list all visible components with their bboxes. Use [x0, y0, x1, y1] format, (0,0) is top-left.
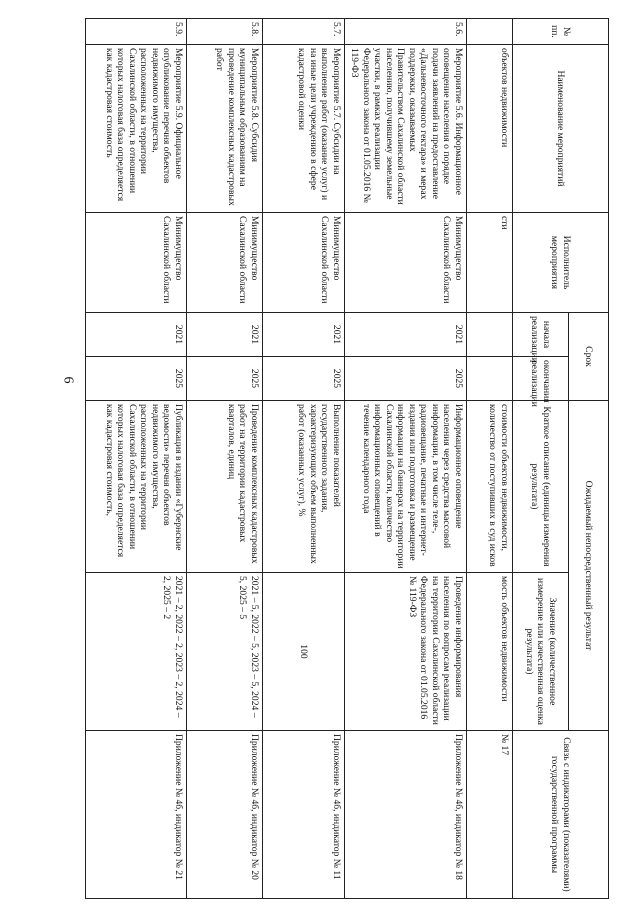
table-row — [187, 19, 263, 899]
row-end: 2025 — [86, 357, 187, 401]
header-end: окончания реализации — [513, 357, 569, 401]
row-name: объектов недвижимости — [467, 45, 513, 213]
row-link: Приложение № 4б, индикатор № 11 — [263, 731, 345, 899]
row-num: 5.6. — [345, 19, 467, 45]
row-link: Приложение № 4б, индикатор № 20 — [187, 731, 263, 899]
row-num — [467, 19, 513, 45]
table-row — [263, 19, 345, 899]
row-name: Мероприятие 5.7. Субсидии на выполнение работ (оказание услуг) и на иные цели учреждению в сфере кадастровой оценки — [263, 45, 345, 213]
program-table — [85, 18, 609, 899]
row-executor: Минимущество Сахалинской области — [187, 213, 263, 313]
row-start: 2021 — [345, 313, 467, 357]
row-end — [467, 357, 513, 401]
row-end: 2025 — [345, 357, 467, 401]
page-number: 6 — [60, 376, 76, 384]
header-short-desc: Краткое описание (единицы измерения результата) — [513, 401, 569, 573]
row-link: Приложение № 4б, индикатор № 18 — [345, 731, 467, 899]
row-name: Мероприятие 5.9. Официальное опубликование перечня объектов недвижимого имущества, расположенных на территории Сахалинской области, в отношении которых налоговая база определяется как кадастровая стоимость — [86, 45, 187, 213]
row-executor: Минимущество Сахалинской области — [86, 213, 187, 313]
header-term: Срок — [569, 313, 609, 401]
header-expected: Ожидаемый непосредственный результат — [569, 401, 609, 731]
row-start — [467, 313, 513, 357]
table-row — [345, 19, 467, 899]
row-executor: Минимущество Сахалинской области — [263, 213, 345, 313]
table-row — [86, 19, 187, 899]
row-start: 2021 — [263, 313, 345, 357]
row-desc: стоимости объектов недвижимости, количество от поступивших в суд исков — [467, 401, 513, 573]
row-start: 2021 — [86, 313, 187, 357]
row-num: 5.8. — [187, 19, 263, 45]
header-link: Связь с индикаторами (показателями) государственной программы — [513, 731, 609, 899]
row-value: 2021 – 5, 2022 – 5, 2023 – 5, 2024 – 5, 2025 – 5 — [187, 573, 263, 731]
header-executor: Исполнитель мероприятия — [513, 213, 609, 313]
row-num: 5.9. — [86, 19, 187, 45]
row-link: Приложение № 4б, индикатор № 21 — [86, 731, 187, 899]
row-num: 5.7. — [263, 19, 345, 45]
header-name: Наименование мероприятий — [513, 45, 609, 213]
row-executor: Минимущество Сахалинской области — [345, 213, 467, 313]
row-value: Проведение информирования населения по вопросам реализации на территории Сахалинской области Федерального закона от 01.05.2016 № 119-ФЗ — [345, 573, 467, 731]
rotated-table-container — [85, 18, 609, 898]
row-end: 2025 — [263, 357, 345, 401]
row-name: Мероприятие 5.8. Субсидия муниципальным образованиям на проведение комплексных кадастровых работ — [187, 45, 263, 213]
row-desc: Публикация в издании «Губернские ведомости» перечня объектов недвижимого имущества, расположенных на территории Сахалинской области, в отношении которых налоговая база определяется как кадастровая стоимость, — [86, 401, 187, 573]
row-name: Мероприятие 5.6. Информационное оповещение населения о порядке подачи заявлений на предоставление «Дальневосточного гектара» и мерах поддержки, оказываемых Правительством Сахалинской области населению, получившему земельные участки, в рамках реализации Федерального закона от 01.05.2016 № 119-ФЗ — [345, 45, 467, 213]
row-desc: Проведение комплексных кадастровых работ на территории кадастровых кварталов, единиц — [187, 401, 263, 573]
row-link: № 17 — [467, 731, 513, 899]
table-row — [467, 19, 513, 899]
header-value: Значение (количественное измерение или качественная оценка результата) — [513, 573, 569, 731]
row-end: 2025 — [187, 357, 263, 401]
row-start: 2021 — [187, 313, 263, 357]
row-desc: Выполнение показателей государственного задания, характеризующих объем выполненных работ (оказанных услуг), % — [263, 401, 345, 573]
row-value: 100 — [263, 573, 345, 731]
header-num: № пп. — [513, 19, 609, 45]
header-start: начала реализации — [513, 313, 569, 357]
row-desc: Информационное оповещение населения через средства массовой информации, в том числе теле-, радиовещание, печатные и интернет-издания или подготовка и размещение информации на баннерах на территории Сахалинской области, количество информационных оповещений в течение календарного года — [345, 401, 467, 573]
row-value: мость объектов недвижимости — [467, 573, 513, 731]
row-executor: сти — [467, 213, 513, 313]
row-value: 2021 – 2, 2022 – 2, 2023 – 2, 2024 – 2, 2025 – 2 — [86, 573, 187, 731]
